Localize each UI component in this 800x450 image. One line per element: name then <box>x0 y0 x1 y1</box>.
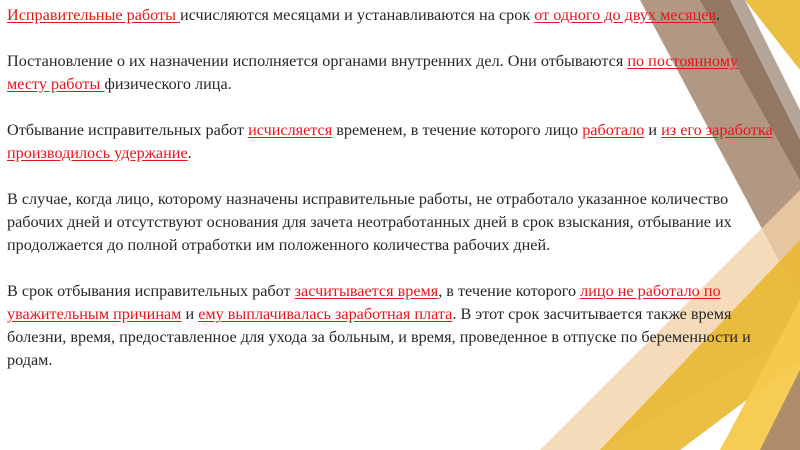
text-segment: . В этот срок засчитывается также время болезни, время, предоставленное для ухода за больным, и время, проведенное в отпуске по беременности и родам. <box>7 305 751 369</box>
highlighted-term: Исправительные работы <box>7 6 181 24</box>
main-text <box>7 4 782 372</box>
text-segment: временем, в течение которого лицо <box>332 121 583 139</box>
text-segment: и <box>181 305 199 323</box>
text-segment: и <box>644 121 662 139</box>
highlighted-term: засчитывается время <box>294 282 439 300</box>
highlighted-term: от одного до двух месяцев <box>534 6 717 24</box>
paragraph <box>7 50 782 96</box>
highlighted-term: по постоянному месту работы <box>7 52 739 93</box>
paragraph <box>7 119 782 165</box>
highlighted-term: исчисляется <box>248 121 333 139</box>
text-segment: исчисляются месяцами и устанавливаются на срок <box>180 6 535 24</box>
highlighted-term: ему выплачивалась заработная плата <box>198 305 453 323</box>
highlighted-term: работало <box>582 121 645 139</box>
text-segment: . <box>716 6 721 24</box>
paragraph <box>7 280 782 372</box>
text-segment: Постановление о их назначении исполняется органами внутренних дел. Они отбываются <box>7 52 628 70</box>
text-segment: В срок отбывания исправительных работ <box>7 282 295 300</box>
highlighted-term: лицо не работало по уважительным причинам <box>7 282 721 323</box>
paragraph <box>7 4 782 27</box>
text-segment: , в течение которого <box>438 282 581 300</box>
paragraph <box>7 188 782 257</box>
highlighted-term: из его заработка производилось удержание <box>7 121 773 162</box>
text-segment: физического лица. <box>104 75 232 93</box>
text-segment: Отбывание исправительных работ <box>7 121 249 139</box>
text-segment: В случае, когда лицо, которому назначены исправительные работы, не отработало указанное количество рабочих дней и отсутствуют основания для зачета неотработанных дней в срок взыскания, отбывание их продолжается до полной отработки им положенного количества рабочих дней. <box>7 190 732 254</box>
text-segment: . <box>187 144 192 162</box>
